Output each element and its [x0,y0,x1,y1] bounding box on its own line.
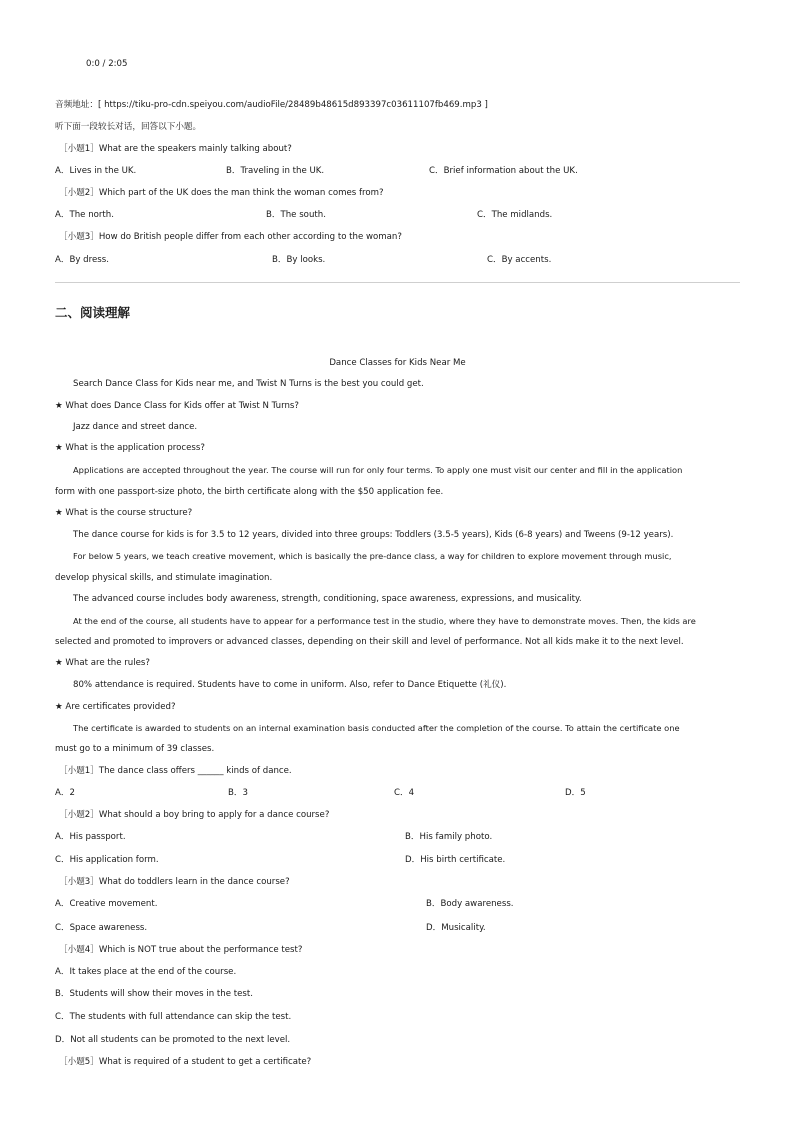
passage-line: Applications are accepted throughout the year. The course will run for only four terms. To apply one must visit our center and fill in the application [73,465,683,475]
question-stem: ［小题2］Which part of the UK does the man think the woman comes from? [59,188,384,198]
audio-player-time[interactable]: 0:0 / 2:05 [86,59,128,69]
passage-line: For below 5 years, we teach creative movement, which is basically the pre-dance class, a way for children to explore movement through music, [73,551,672,561]
option-b[interactable]: B．The south. [266,210,326,220]
audio-url-link[interactable]: [ https://tiku-pro-cdn.speiyou.com/audioFile/28489b48615d893397c03611107fb469.mp3 ] [97,100,488,110]
option-b[interactable]: B．By looks. [272,255,326,265]
option-a[interactable]: A．His passport. [55,832,126,842]
option-c[interactable]: C．Space awareness. [55,923,148,933]
option-c[interactable]: C．By accents. [487,255,552,265]
passage-heading: ★ What is the application process? [55,443,205,453]
option-d[interactable]: D．His birth certificate. [405,855,506,865]
option-b[interactable]: B．Students will show their moves in the test. [55,989,253,999]
audio-address-label: 音频地址： [55,100,98,110]
passage-line: The dance course for kids is for 3.5 to 12 years, divided into three groups: Toddlers (3.5-5 years), Kids (6-8 years) and Tweens (9-12 years). [73,530,674,540]
passage-line: 80% attendance is required. Students have to come in uniform. Also, refer to Dance Etiquette (礼仪). [73,680,507,690]
option-a[interactable]: A．The north. [55,210,114,220]
passage-heading: ★ What are the rules? [55,658,150,668]
passage-line: must go to a minimum of 39 classes. [55,744,215,754]
question-stem: ［小题1］What are the speakers mainly talking about? [59,144,292,154]
option-c[interactable]: C．The students with full attendance can skip the test. [55,1012,292,1022]
option-a[interactable]: A．Lives in the UK. [55,166,137,176]
option-c[interactable]: C．4 [394,788,415,798]
question-stem: ［小题2］What should a boy bring to apply for a dance course? [59,810,330,820]
question-stem: ［小题3］What do toddlers learn in the dance course? [59,877,290,887]
question-stem: ［小题1］The dance class offers ______ kinds of dance. [59,766,292,776]
option-b[interactable]: B．His family photo. [405,832,493,842]
passage-line: selected and promoted to improvers or advanced classes, depending on their skill and level of performance. Not all kids make it to the next level. [55,637,684,647]
option-b[interactable]: B．3 [228,788,248,798]
listening-instruction: 听下面一段较长对话，回答以下小题。 [55,122,202,132]
section-divider [55,282,740,283]
option-a[interactable]: A．It takes place at the end of the course. [55,967,237,977]
passage-line: form with one passport-size photo, the birth certificate along with the $50 application fee. [55,487,444,497]
question-stem: ［小题3］How do British people differ from each other according to the woman? [59,232,402,242]
passage-line: The advanced course includes body awareness, strength, conditioning, space awareness, expressions, and musicality. [73,594,582,604]
passage-line: develop physical skills, and stimulate imagination. [55,573,273,583]
option-d[interactable]: D．Not all students can be promoted to the next level. [55,1035,291,1045]
passage-line: Jazz dance and street dance. [73,422,198,432]
option-c[interactable]: C．The midlands. [477,210,553,220]
passage-line: At the end of the course, all students have to appear for a performance test in the studio, where they have to demonstrate moves. Then, the kids are [73,616,696,626]
option-d[interactable]: D．Musicality. [426,923,486,933]
audio-address [55,100,488,111]
option-d[interactable]: D．5 [565,788,586,798]
option-a[interactable]: A．Creative movement. [55,899,158,909]
passage-heading: ★ Are certificates provided? [55,702,176,712]
option-b[interactable]: B．Traveling in the UK. [226,166,325,176]
option-b[interactable]: B．Body awareness. [426,899,514,909]
question-stem: ［小题4］Which is NOT true about the performance test? [59,945,303,955]
option-a[interactable]: A．By dress. [55,255,109,265]
passage-line: Search Dance Class for Kids near me, and Twist N Turns is the best you could get. [73,379,424,389]
passage-heading: ★ What is the course structure? [55,508,193,518]
option-c[interactable]: C．His application form. [55,855,159,865]
option-a[interactable]: A．2 [55,788,75,798]
section-title: 二、阅读理解 [55,305,131,320]
question-stem: ［小题5］What is required of a student to get a certificate? [59,1057,312,1067]
passage-line: The certificate is awarded to students on an internal examination basis conducted after the completion of the course. To attain the certificate one [73,723,680,733]
passage-title: Dance Classes for Kids Near Me [329,358,466,368]
option-c[interactable]: C．Brief information about the UK. [429,166,578,176]
passage-heading: ★ What does Dance Class for Kids offer at Twist N Turns? [55,401,299,411]
